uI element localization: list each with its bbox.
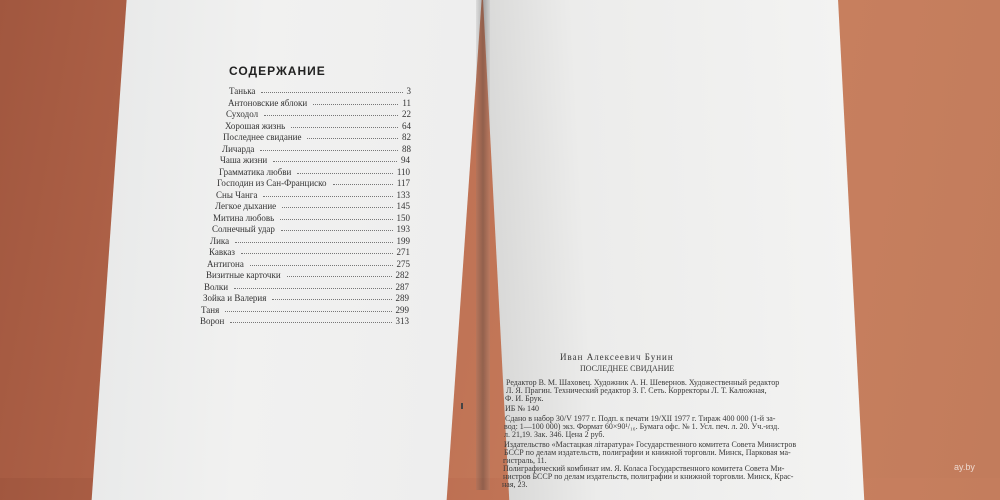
toc-entry-title: Митина любовь bbox=[213, 213, 275, 223]
toc-leader-dots bbox=[261, 91, 402, 93]
toc-entry-page: 275 bbox=[396, 259, 410, 269]
toc-leader-dots bbox=[272, 298, 391, 300]
toc-entry-page: 150 bbox=[396, 213, 410, 223]
imprint-line: л. 21,19. Зак. 346. Цена 2 руб. bbox=[504, 430, 605, 439]
toc-entry-page: 145 bbox=[396, 201, 410, 211]
toc-entry-page: 22 bbox=[402, 109, 411, 119]
toc-leader-dots bbox=[273, 160, 397, 162]
toc-entry-title: Ворон bbox=[200, 316, 225, 326]
toc-entry-page: 287 bbox=[395, 282, 409, 292]
toc-heading: СОДЕРЖАНИЕ bbox=[229, 64, 326, 78]
toc-entry bbox=[220, 153, 410, 165]
page-mark bbox=[461, 403, 463, 409]
toc-leader-dots bbox=[291, 126, 398, 128]
toc-entry-title: Лика bbox=[210, 236, 230, 246]
toc-entry-title: Танька bbox=[229, 86, 256, 96]
toc-leader-dots bbox=[264, 114, 398, 116]
toc-entry-page: 82 bbox=[402, 132, 411, 142]
toc-entry-title: Солнечный удар bbox=[212, 224, 275, 234]
toc-entry-title: Легкое дыхание bbox=[215, 201, 277, 211]
toc-leader-dots bbox=[297, 172, 393, 174]
toc-entry-title: Кавказ bbox=[209, 247, 235, 257]
toc-entry-page: 94 bbox=[401, 155, 410, 165]
imprint-line: вод: 1—100 000) экз. Формат 60×90¹/₁₆. Бумага офс. № 1. Усл. печ. л. 20. Уч.-изд. bbox=[504, 422, 780, 431]
toc-entry-page: 11 bbox=[402, 98, 411, 108]
toc-entry-title: Чаша жизни bbox=[220, 155, 268, 165]
toc-entry-page: 282 bbox=[395, 270, 409, 280]
imprint-line: БССР по делам издательств, полиграфии и книжной торговли. Минск, Парковая ма- bbox=[504, 448, 791, 457]
toc-entry-title: Господин из Сан-Франциско bbox=[217, 178, 327, 188]
toc-entry bbox=[217, 176, 410, 188]
toc-entry bbox=[200, 314, 409, 326]
toc-entry-page: 133 bbox=[396, 190, 410, 200]
toc-leader-dots bbox=[313, 103, 398, 105]
toc-entry-title: Грамматика любви bbox=[219, 167, 292, 177]
toc-entry-page: 193 bbox=[396, 224, 410, 234]
toc-leader-dots bbox=[307, 137, 398, 139]
toc-leader-dots bbox=[235, 241, 392, 243]
imprint-author: Иван Алексеевич Бунин bbox=[560, 352, 674, 362]
imprint-line: Ф. И. Брук. bbox=[505, 394, 544, 403]
toc-entry-title: Хорошая жизнь bbox=[225, 121, 286, 131]
toc-entry bbox=[212, 222, 410, 234]
toc-entry bbox=[209, 245, 410, 257]
toc-entry-title: Зойка и Валерия bbox=[203, 293, 267, 303]
imprint-line: Редактор В. М. Шаховец. Художник А. Н. Шевернов. Художественный редактор bbox=[506, 378, 780, 387]
toc-entry-title: Сны Чанга bbox=[216, 190, 258, 200]
toc-entry-title: Волки bbox=[204, 282, 229, 292]
toc-leader-dots bbox=[263, 195, 392, 197]
toc-leader-dots bbox=[260, 149, 398, 151]
toc-entry bbox=[226, 107, 411, 119]
imprint-line: ИБ № 140 bbox=[505, 404, 540, 413]
toc-entry-page: 3 bbox=[406, 86, 411, 96]
book-gutter bbox=[476, 0, 490, 490]
toc-leader-dots bbox=[250, 264, 393, 266]
imprint-book-title: ПОСЛЕДНЕЕ СВИДАНИЕ bbox=[580, 364, 675, 373]
toc-entry bbox=[223, 130, 411, 142]
toc-leader-dots bbox=[241, 252, 393, 254]
toc-entry-page: 313 bbox=[395, 316, 409, 326]
imprint-line: гистраль, 11. bbox=[503, 456, 547, 465]
toc-entry-title: Последнее свидание bbox=[223, 132, 302, 142]
toc-leader-dots bbox=[282, 206, 392, 208]
toc-entry bbox=[229, 84, 411, 96]
toc-leader-dots bbox=[234, 287, 391, 289]
toc-entry-page: 110 bbox=[396, 167, 410, 177]
toc-entry-title: Таня bbox=[201, 305, 220, 315]
toc-entry-title: Личарда bbox=[222, 144, 255, 154]
toc-leader-dots bbox=[281, 229, 393, 231]
toc-entry-title: Антоновские яблоки bbox=[228, 98, 308, 108]
toc-leader-dots bbox=[280, 218, 392, 220]
toc-leader-dots bbox=[287, 275, 392, 277]
imprint-line: нистров БССР по делам издательств, полиграфии и книжной торговли. Минск, Крас- bbox=[503, 472, 794, 481]
toc-entry-page: 64 bbox=[402, 121, 411, 131]
toc-entry bbox=[203, 291, 409, 303]
imprint-line: ная, 23. bbox=[502, 480, 528, 489]
toc-entry-page: 117 bbox=[396, 178, 410, 188]
toc-entry-page: 299 bbox=[395, 305, 409, 315]
toc-entry-page: 88 bbox=[402, 144, 411, 154]
imprint-line: Л. Я. Прагин. Технический редактор З. Г. Сеть. Корректоры Л. Т. Калюжная, bbox=[506, 386, 767, 395]
toc-entry bbox=[215, 199, 410, 211]
imprint-line: Полиграфический комбинат им. Я. Коласа Государственного комитета Совета Ми- bbox=[503, 464, 785, 473]
imprint-line: Сдано в набор 30/V 1977 г. Подп. к печати 19/XII 1977 г. Тираж 400 000 (1-й за- bbox=[505, 414, 776, 423]
imprint-line: Издательство «Мастацкая літаратура» Государственного комитета Совета Министров bbox=[504, 440, 797, 449]
toc-entry-page: 289 bbox=[395, 293, 409, 303]
toc-leader-dots bbox=[225, 310, 391, 312]
toc-entry-title: Суходол bbox=[226, 109, 259, 119]
watermark: ay.by bbox=[954, 462, 975, 472]
toc-entry-title: Антигона bbox=[207, 259, 244, 269]
toc-leader-dots bbox=[333, 183, 393, 185]
toc-entry-page: 199 bbox=[396, 236, 410, 246]
toc-entry-page: 271 bbox=[396, 247, 410, 257]
toc-entry bbox=[206, 268, 409, 280]
toc-entry-title: Визитные карточки bbox=[206, 270, 281, 280]
toc-leader-dots bbox=[230, 321, 391, 323]
